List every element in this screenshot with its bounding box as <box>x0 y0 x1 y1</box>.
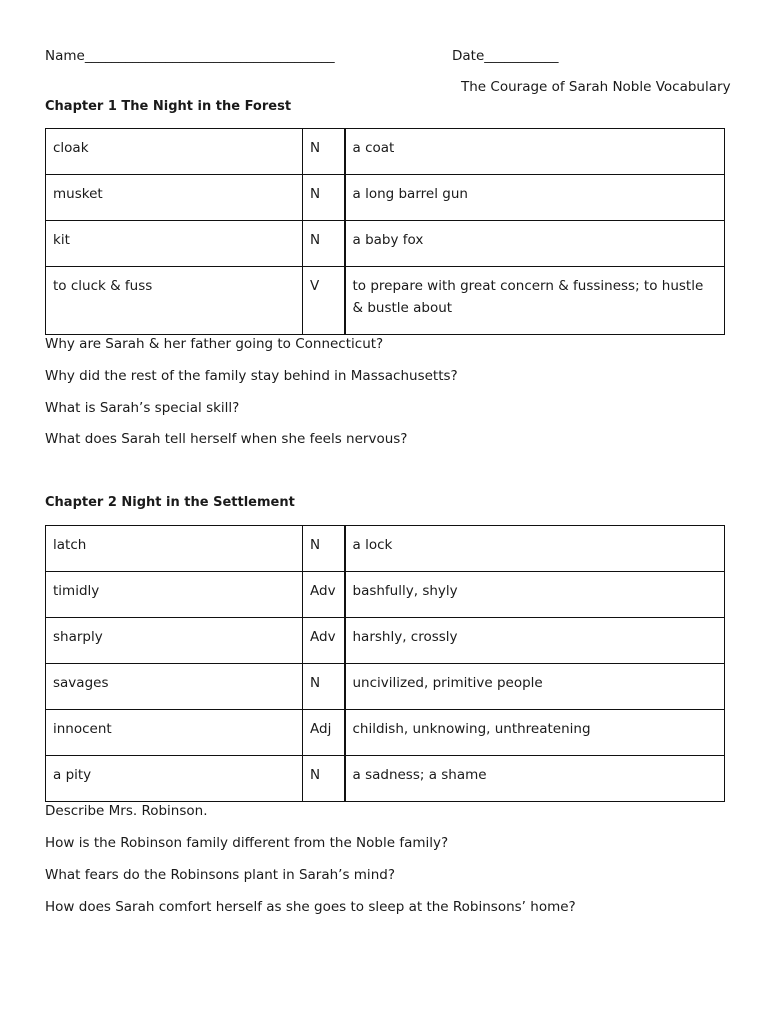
part-of-speech: N <box>303 526 345 572</box>
chapter-2-vocab-table <box>45 525 725 802</box>
chapter-1-vocab-table <box>45 128 725 335</box>
vocab-word: innocent <box>46 710 303 756</box>
definition: a sadness; a shame <box>345 756 725 802</box>
definition: to prepare with great concern & fussiness; to hustle & bustle about <box>345 267 725 335</box>
question: How does Sarah comfort herself as she goes to sleep at the Robinsons’ home? <box>45 899 576 915</box>
definition: harshly, crossly <box>345 618 725 664</box>
part-of-speech: N <box>303 221 345 267</box>
table-row <box>46 175 725 221</box>
definition: a baby fox <box>345 221 725 267</box>
table-row <box>46 710 725 756</box>
table-row <box>46 664 725 710</box>
question: Why did the rest of the family stay behind in Massachusetts? <box>45 368 458 384</box>
question: What is Sarah’s special skill? <box>45 400 240 416</box>
definition: childish, unknowing, unthreatening <box>345 710 725 756</box>
table-row <box>46 572 725 618</box>
definition: bashfully, shyly <box>345 572 725 618</box>
worksheet-title: The Courage of Sarah Noble Vocabulary <box>461 79 731 95</box>
definition: uncivilized, primitive people <box>345 664 725 710</box>
part-of-speech: V <box>303 267 345 335</box>
chapter-2-heading: Chapter 2 Night in the Settlement <box>45 495 295 510</box>
table-row <box>46 756 725 802</box>
table-row <box>46 221 725 267</box>
part-of-speech: N <box>303 756 345 802</box>
table-row <box>46 526 725 572</box>
vocab-word: savages <box>46 664 303 710</box>
vocab-word: timidly <box>46 572 303 618</box>
question: What fears do the Robinsons plant in Sarah’s mind? <box>45 867 395 883</box>
definition: a coat <box>345 129 725 175</box>
part-of-speech: Adv <box>303 618 345 664</box>
vocab-word: to cluck & fuss <box>46 267 303 335</box>
part-of-speech: N <box>303 129 345 175</box>
vocab-word: a pity <box>46 756 303 802</box>
chapter-1-heading: Chapter 1 The Night in the Forest <box>45 99 292 114</box>
table-row <box>46 618 725 664</box>
definition: a lock <box>345 526 725 572</box>
vocab-word: kit <box>46 221 303 267</box>
part-of-speech: Adj <box>303 710 345 756</box>
part-of-speech: N <box>303 175 345 221</box>
part-of-speech: Adv <box>303 572 345 618</box>
part-of-speech: N <box>303 664 345 710</box>
question: How is the Robinson family different from the Noble family? <box>45 835 449 851</box>
vocab-word: musket <box>46 175 303 221</box>
vocab-word: sharply <box>46 618 303 664</box>
definition: a long barrel gun <box>345 175 725 221</box>
date-field-label: Date___________ <box>452 48 559 64</box>
table-row <box>46 129 725 175</box>
question: What does Sarah tell herself when she feels nervous? <box>45 431 408 447</box>
name-field-label: Name_____________________________________ <box>45 48 335 64</box>
vocab-word: latch <box>46 526 303 572</box>
question: Why are Sarah & her father going to Connecticut? <box>45 336 384 352</box>
vocab-word: cloak <box>46 129 303 175</box>
question: Describe Mrs. Robinson. <box>45 803 208 819</box>
table-row <box>46 267 725 335</box>
